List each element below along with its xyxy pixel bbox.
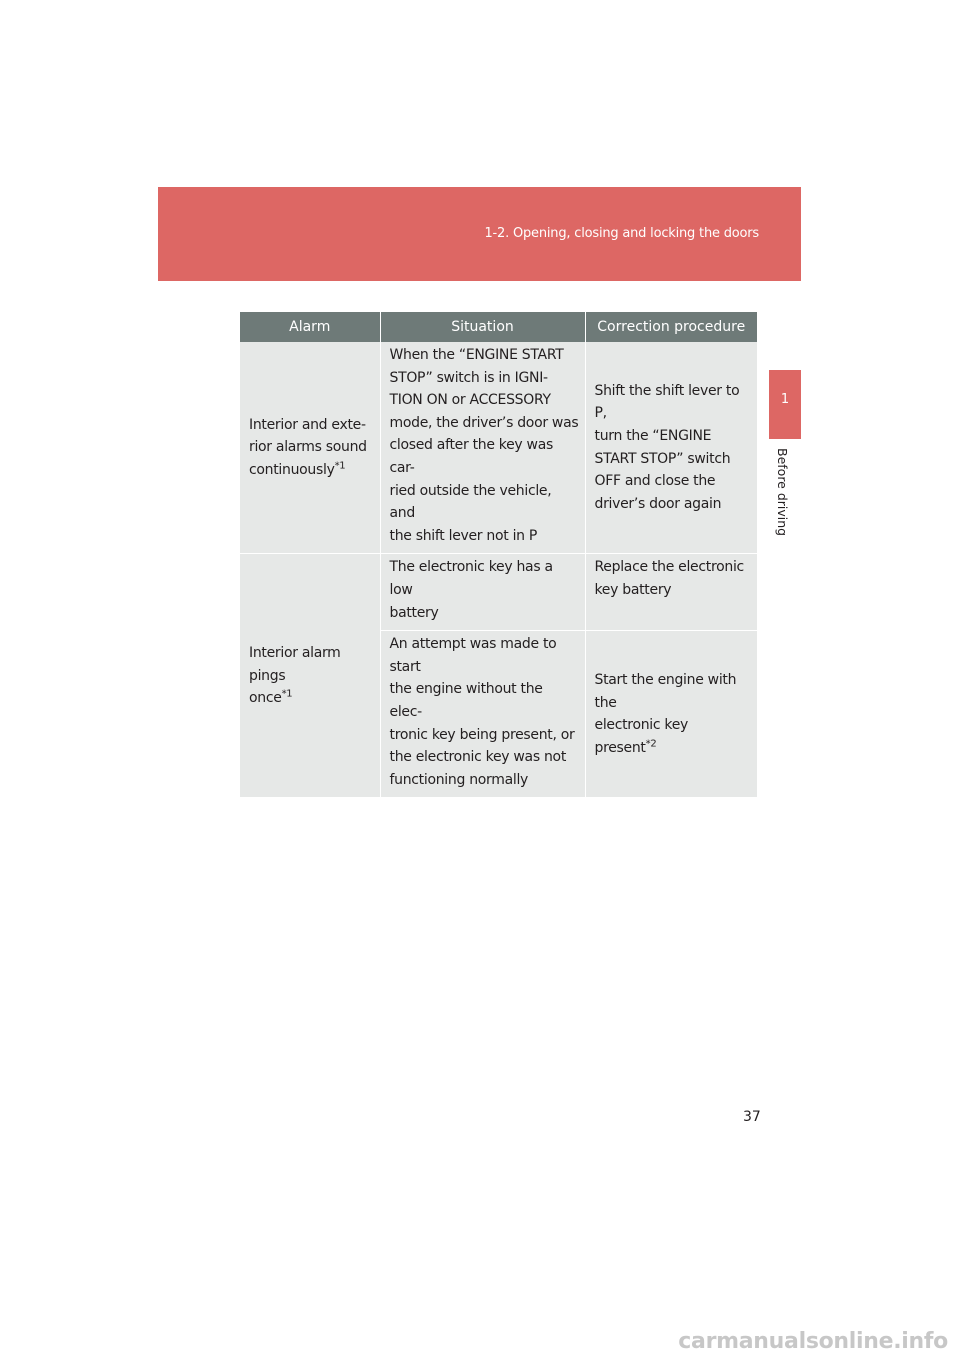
- section-title: 1-2. Opening, closing and locking the doors: [484, 226, 759, 241]
- alarm-text: Interior and exte- rior alarms sound continuously: [249, 416, 367, 478]
- correction-cell: [585, 342, 757, 554]
- chapter-label-text: Before driving: [775, 448, 790, 537]
- table-row: [240, 342, 757, 554]
- correction-cell: [585, 631, 757, 798]
- section-header-band: [158, 187, 801, 281]
- alarm-cell: [240, 342, 380, 554]
- situation-cell: [380, 342, 585, 554]
- column-header-situation: Situation: [380, 312, 585, 342]
- watermark: carmanualsonline.info: [678, 1329, 948, 1354]
- chapter-label: [775, 448, 795, 538]
- chapter-number: 1: [780, 392, 790, 407]
- correction-text: Replace the electronic key battery: [594, 559, 744, 598]
- table-header-row: [240, 312, 757, 342]
- correction-cell: [585, 554, 757, 631]
- situation-text: The electronic key has a low battery: [389, 559, 553, 621]
- footnote-ref: *1: [281, 688, 293, 700]
- column-header-correction: Correction procedure: [585, 312, 757, 342]
- alarm-text: Interior alarm pings once: [249, 644, 341, 707]
- correction-text: Start the engine with the electronic key present: [594, 672, 737, 756]
- alarm-cell: [240, 554, 380, 798]
- situation-text: An attempt was made to start the engine without the elec- tronic key being present, or the electronic key was not functioning normally: [389, 636, 575, 788]
- situation-text: When the “ENGINE START STOP” switch is in IGNI- TION ON or ACCESSORY mode, the driver’s door was closed after the key was car- ried outside the vehicle, and the shift lever not in P: [389, 347, 579, 544]
- footnote-ref: *2: [645, 738, 657, 750]
- column-header-alarm: Alarm: [240, 312, 380, 342]
- situation-cell: [380, 554, 585, 631]
- situation-cell: [380, 631, 585, 798]
- page-number: 37: [743, 1109, 761, 1125]
- correction-text: Shift the shift lever to P, turn the “ENGINE START STOP” switch OFF and close the driver’s door again: [594, 382, 740, 512]
- footnote-ref: *1: [334, 460, 346, 472]
- table-row: [240, 554, 757, 631]
- chapter-tab: [769, 370, 801, 439]
- alarm-table: [240, 312, 757, 798]
